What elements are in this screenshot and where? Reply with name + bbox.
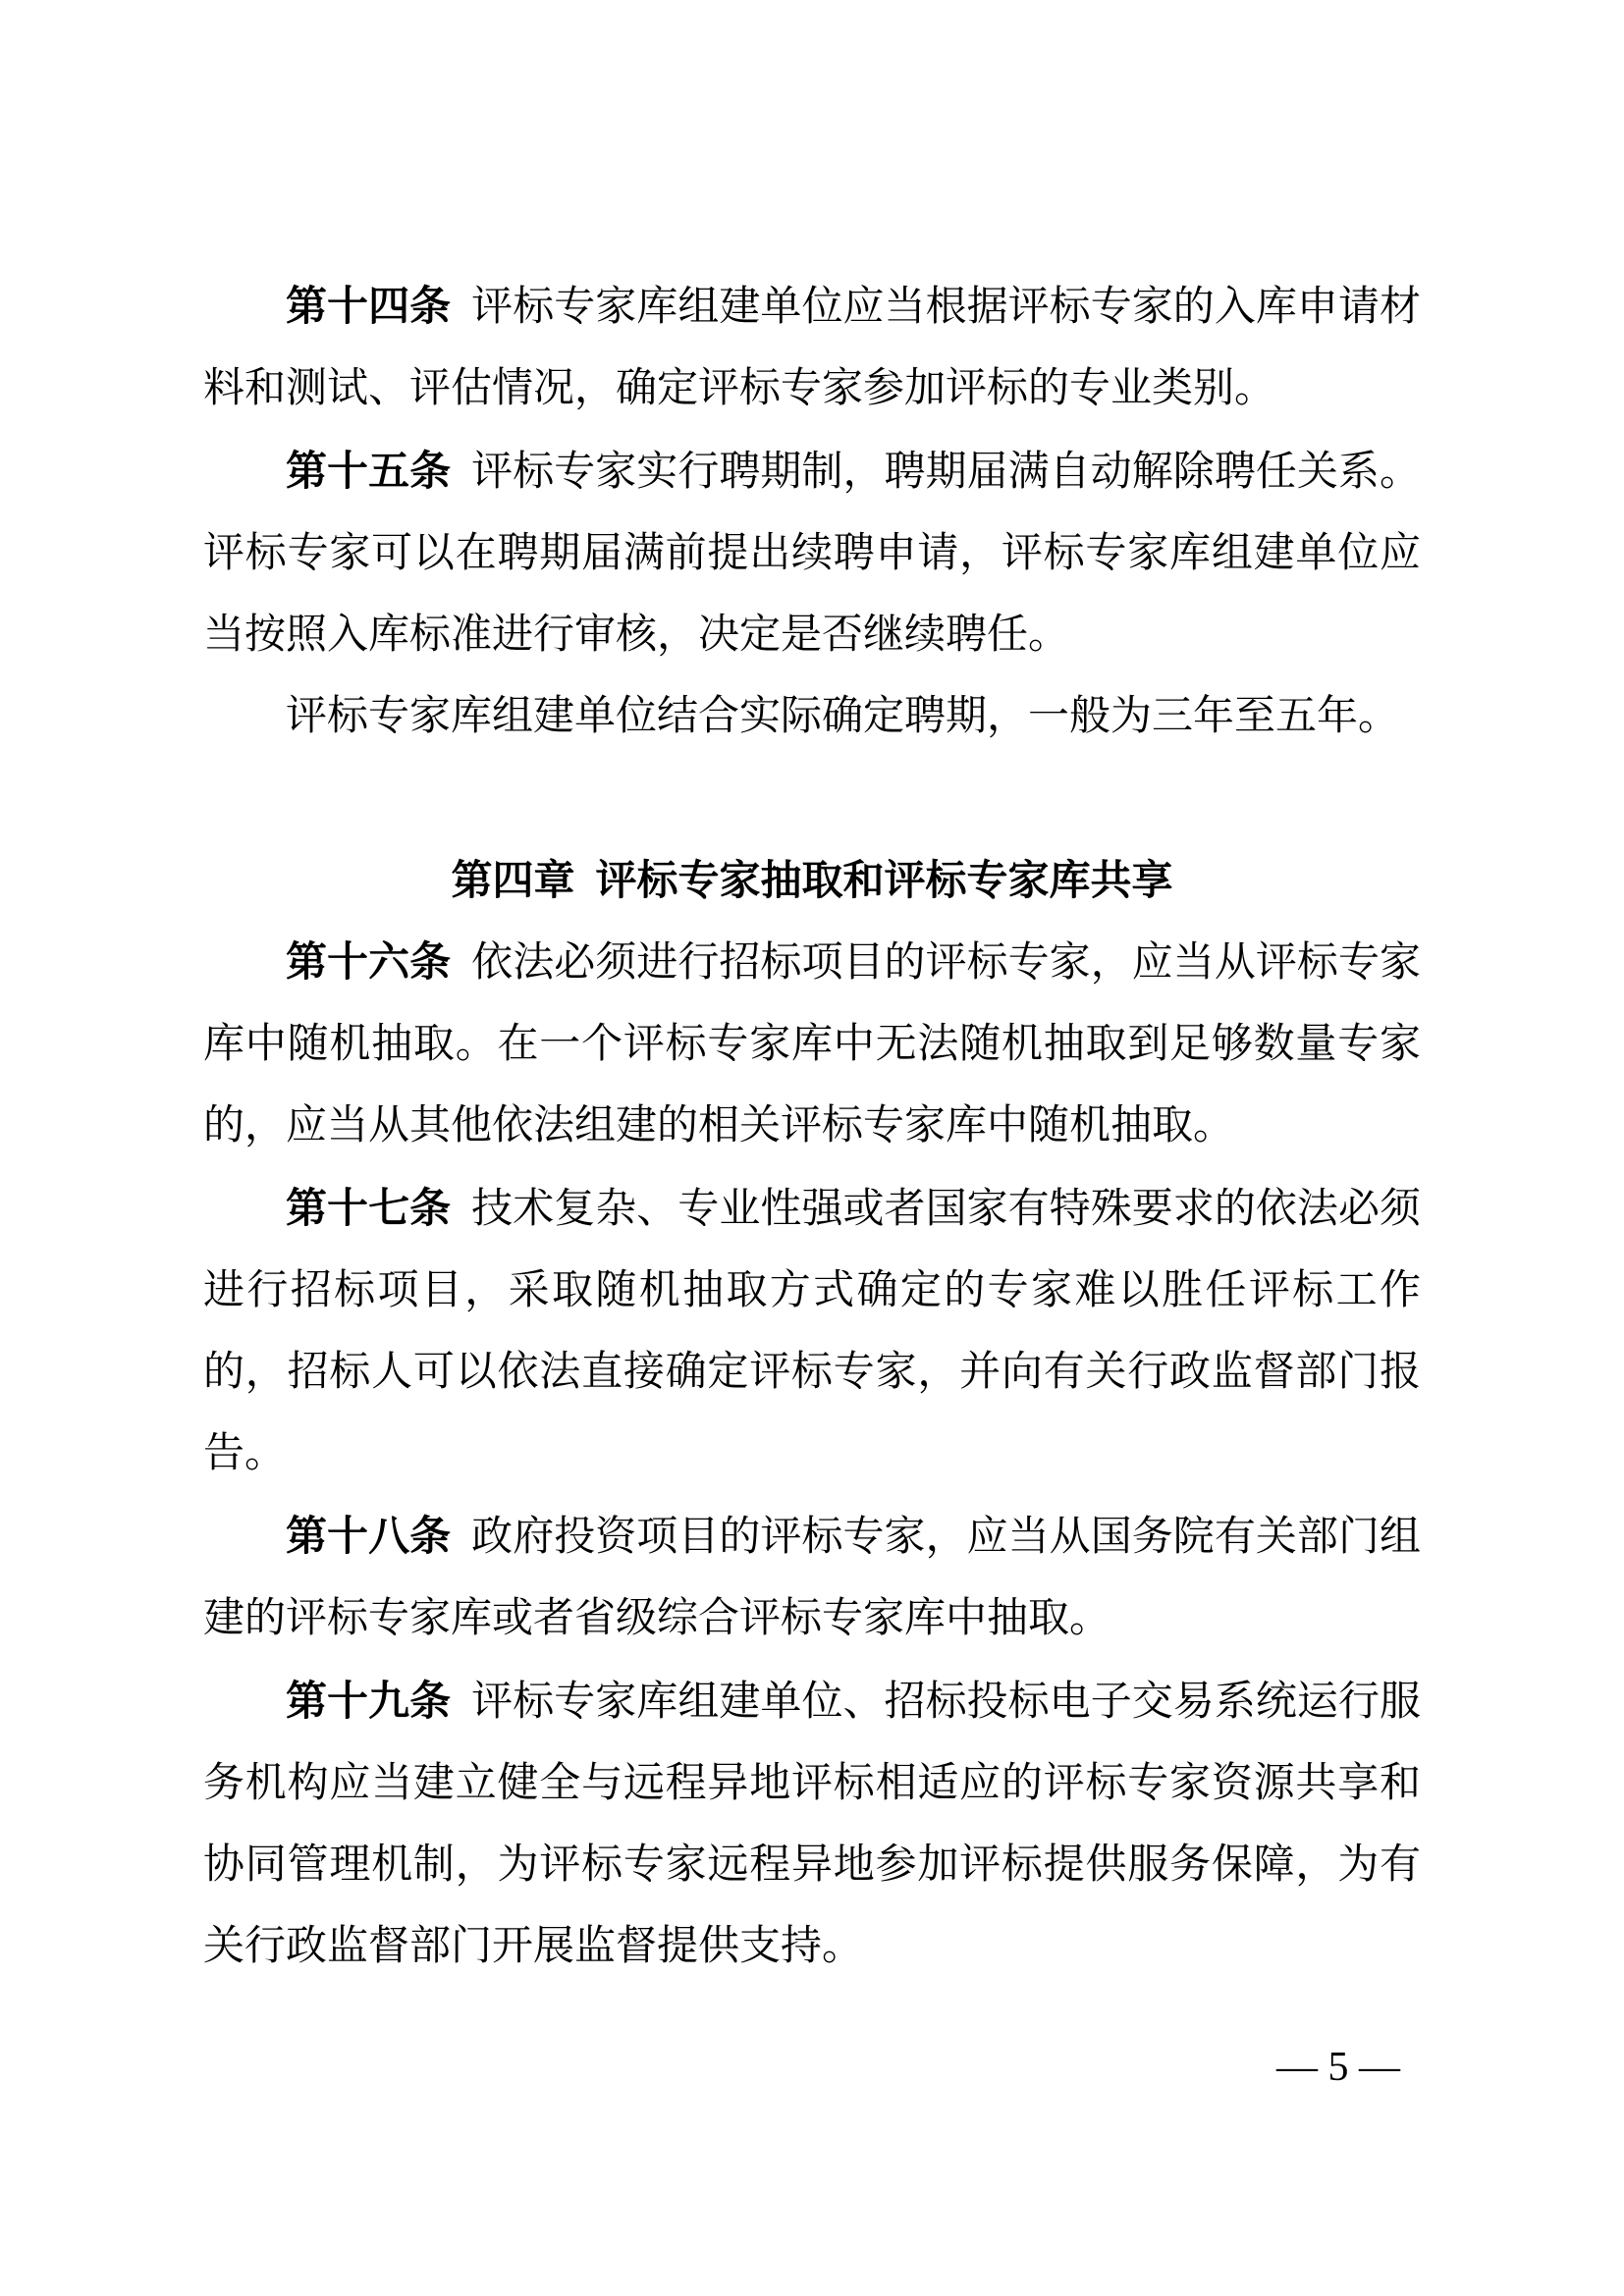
article-text: 依法必须进行招标项目的评标专家，应当从评标专家库中随机抽取。在一个评标专家库中无法随机抽取到足够数量专家的，应当从其他依法组建的相关评标专家库中随机抽取。 <box>203 940 1421 1148</box>
article-paragraph <box>203 265 1421 430</box>
article-paragraph <box>203 921 1421 1167</box>
article-number: 第十四条 <box>286 283 452 329</box>
article-text: 评标专家实行聘期制，聘期届满自动解除聘任关系。评标专家可以在聘期届满前提出续聘申请，评标专家库组建单位应当按照入库标准进行审核，决定是否继续聘任。 <box>203 450 1421 658</box>
page-number: — 5 — <box>1276 2045 1400 2090</box>
chapter-heading <box>203 839 1421 921</box>
article-text: 政府投资项目的评标专家，应当从国务院有关部门组建的评标专家库或者省级综合评标专家库中抽取。 <box>203 1515 1421 1641</box>
article-number: 第十九条 <box>286 1678 452 1724</box>
article-paragraph <box>203 1495 1421 1660</box>
chapter-number: 第四章 <box>451 857 575 903</box>
article-paragraph <box>203 430 1421 676</box>
article-number: 第十八条 <box>286 1513 452 1559</box>
article-number: 第十七条 <box>286 1185 452 1231</box>
article-number: 第十五条 <box>286 448 452 494</box>
article-text: 评标专家库组建单位应当根据评标专家的入库申请材料和测试、评估情况，确定评标专家参加评标的专业类别。 <box>203 285 1421 411</box>
page-footer <box>1276 2044 1400 2091</box>
article-text: 评标专家库组建单位、招标投标电子交易系统运行服务机构应当建立健全与远程异地评标相适应的评标专家资源共享和协同管理机制，为评标专家远程异地参加评标提供服务保障，为有关行政监督部门开展监督提供支持。 <box>203 1680 1421 1969</box>
plain-paragraph: 评标专家库组建单位结合实际确定聘期，一般为三年至五年。 <box>286 694 1400 739</box>
document-body <box>203 265 1421 1988</box>
article-paragraph <box>203 1660 1421 1988</box>
article-text: 技术复杂、专业性强或者国家有特殊要求的依法必须进行招标项目，采取随机抽取方式确定的专家难以胜任评标工作的，招标人可以依法直接确定评标专家，并向有关行政监督部门报告。 <box>203 1187 1421 1476</box>
article-number: 第十六条 <box>286 938 452 985</box>
chapter-title: 评标专家抽取和评标专家库共享 <box>595 857 1173 903</box>
article-paragraph <box>203 1167 1421 1495</box>
